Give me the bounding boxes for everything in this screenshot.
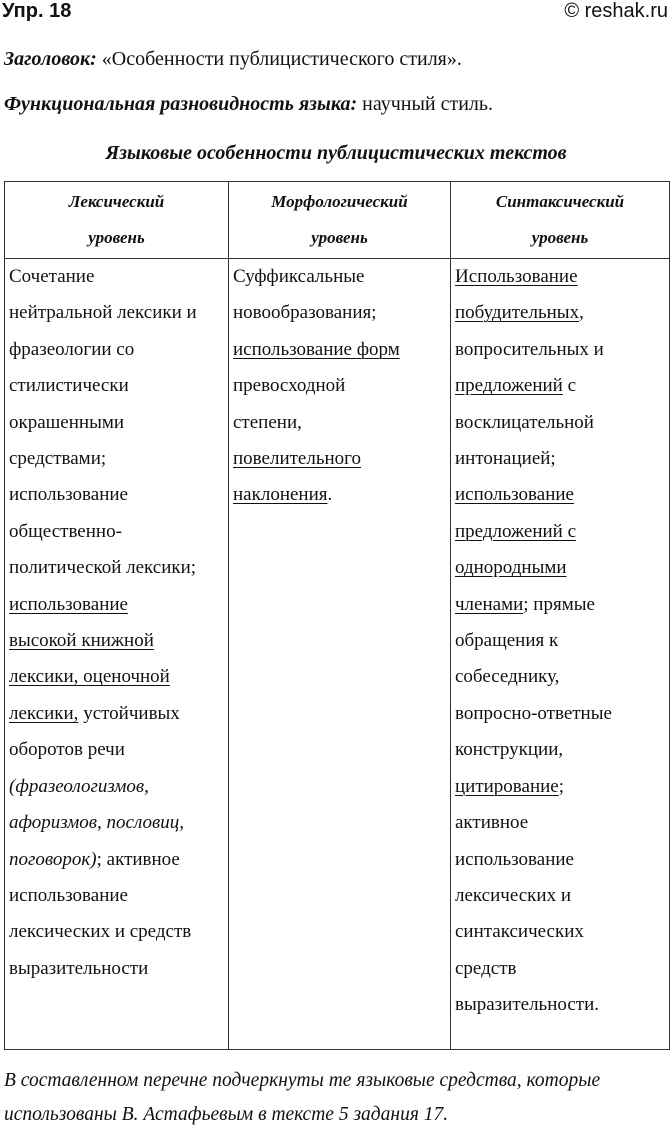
text-line: степени, [233,411,302,433]
text-line: Суффиксальные [233,266,365,287]
underlined-text: членами [455,593,524,615]
text-line [9,623,228,659]
cell-lexical [5,259,229,1050]
cell-morphological [229,259,451,1050]
underlined-text: использование [455,484,574,506]
heading-label: Заголовок: [4,48,97,70]
text-line: использование [9,484,128,506]
footer-line-1: В составленном перечне подчеркнуты те языковые средства, которые [4,1070,601,1091]
table-title: Языковые особенности публицистических текстов [105,142,567,164]
variety-label: Функциональная разновидность языка: [4,93,358,115]
cell-syntactic [451,259,670,1050]
text-line: окрашенными [9,411,125,433]
text-line: вопросно-ответные [455,702,612,724]
text-line: политической лексики; [9,557,197,579]
underlined-text: лексики, [9,702,79,724]
text-line: оборотов речи [9,739,125,761]
text-line: вопросительных и [455,338,604,360]
text-line [455,514,669,550]
text-line: активное [455,812,529,834]
header-synt-l1: Синтаксический [495,192,625,211]
text-line [455,769,669,805]
header-lexical-l1: Лексический [68,192,165,211]
underlined-text: Использование [455,266,578,287]
plain-text: ; активное [96,848,180,870]
text-line: нейтральной лексики и [9,302,197,324]
variety-line [4,93,493,116]
underlined-text: наклонения [233,484,328,506]
text-line: общественно- [9,520,122,542]
text-line: обращения к [455,630,559,652]
heading-value: «Особенности публицистического стиля». [96,48,462,70]
table-header-row [5,182,670,259]
plain-text: с [562,375,577,397]
text-line [455,550,669,586]
text-line: выразительности [9,957,149,979]
underlined-text: лексики, оценочной [9,666,170,688]
text-line [233,332,450,368]
text-line [9,587,228,623]
text-line: лексических и [455,884,571,906]
copyright-label: © reshak.ru [564,0,668,22]
exercise-number: Упр. 18 [2,0,72,22]
text-line: средств [455,957,517,979]
header-lexical [5,182,229,259]
text-line: стилистически [9,375,129,397]
text-line [455,368,669,404]
underlined-text: побудительных [455,302,580,324]
text-line [455,295,669,331]
plain-text: устойчивых [78,702,180,724]
text-line: новообразования; [233,302,377,324]
underlined-text: использование [9,593,128,615]
plain-text: . [327,484,333,506]
header-morph-l1: Морфологический [271,192,408,211]
text-line [455,587,669,623]
header-morph-l2: уровень [311,228,368,247]
plain-text: , [579,302,584,324]
header-lexical-l2: уровень [88,228,145,247]
header-synt-l2: уровень [531,228,589,247]
text-line: конструкции, [455,739,564,761]
text-line [9,659,228,695]
header-morphological [229,182,451,259]
text-line: восклицательной [455,411,594,433]
table-row [5,259,670,1050]
heading-line [4,48,462,71]
footer-line-2: использованы В. Астафьевым в тексте 5 задания 17. [4,1104,449,1125]
text-line: афоризмов, пословиц, [9,812,184,834]
plain-text: ; прямые [523,593,595,615]
text-line: использование [455,848,574,870]
text-line [9,842,228,878]
text-line: средствами; [9,448,107,470]
header-syntactic [451,182,670,259]
underlined-text: однородными [455,557,567,579]
text-line: интонацией; [455,448,556,470]
underlined-text: повелительного [233,448,361,470]
text-line: выразительности. [455,994,600,1016]
italic-text: поговорок) [9,848,97,870]
plain-text: ; [558,775,565,797]
underlined-text: высокой книжной [9,630,154,652]
text-line: использование [9,884,128,906]
variety-value: научный стиль. [357,93,494,115]
text-line: превосходной [233,375,346,397]
footer-note [4,1064,600,1132]
text-line: фразеологии со [9,338,135,360]
text-line [233,477,450,513]
features-table [4,181,670,1050]
underlined-text: использование форм [233,338,400,360]
text-line [9,696,228,732]
underlined-text: предложений [455,375,563,397]
text-line: лексических и средств [9,921,192,943]
text-line: синтаксических [455,921,584,943]
text-line: собеседнику, [455,666,560,688]
text-line: (фразеологизмов, [9,775,149,797]
text-line [455,259,669,295]
underlined-text: предложений с [455,520,577,542]
text-line [233,441,450,477]
text-line: Сочетание [9,266,95,287]
underlined-text: цитирование [455,775,559,797]
text-line [455,477,669,513]
